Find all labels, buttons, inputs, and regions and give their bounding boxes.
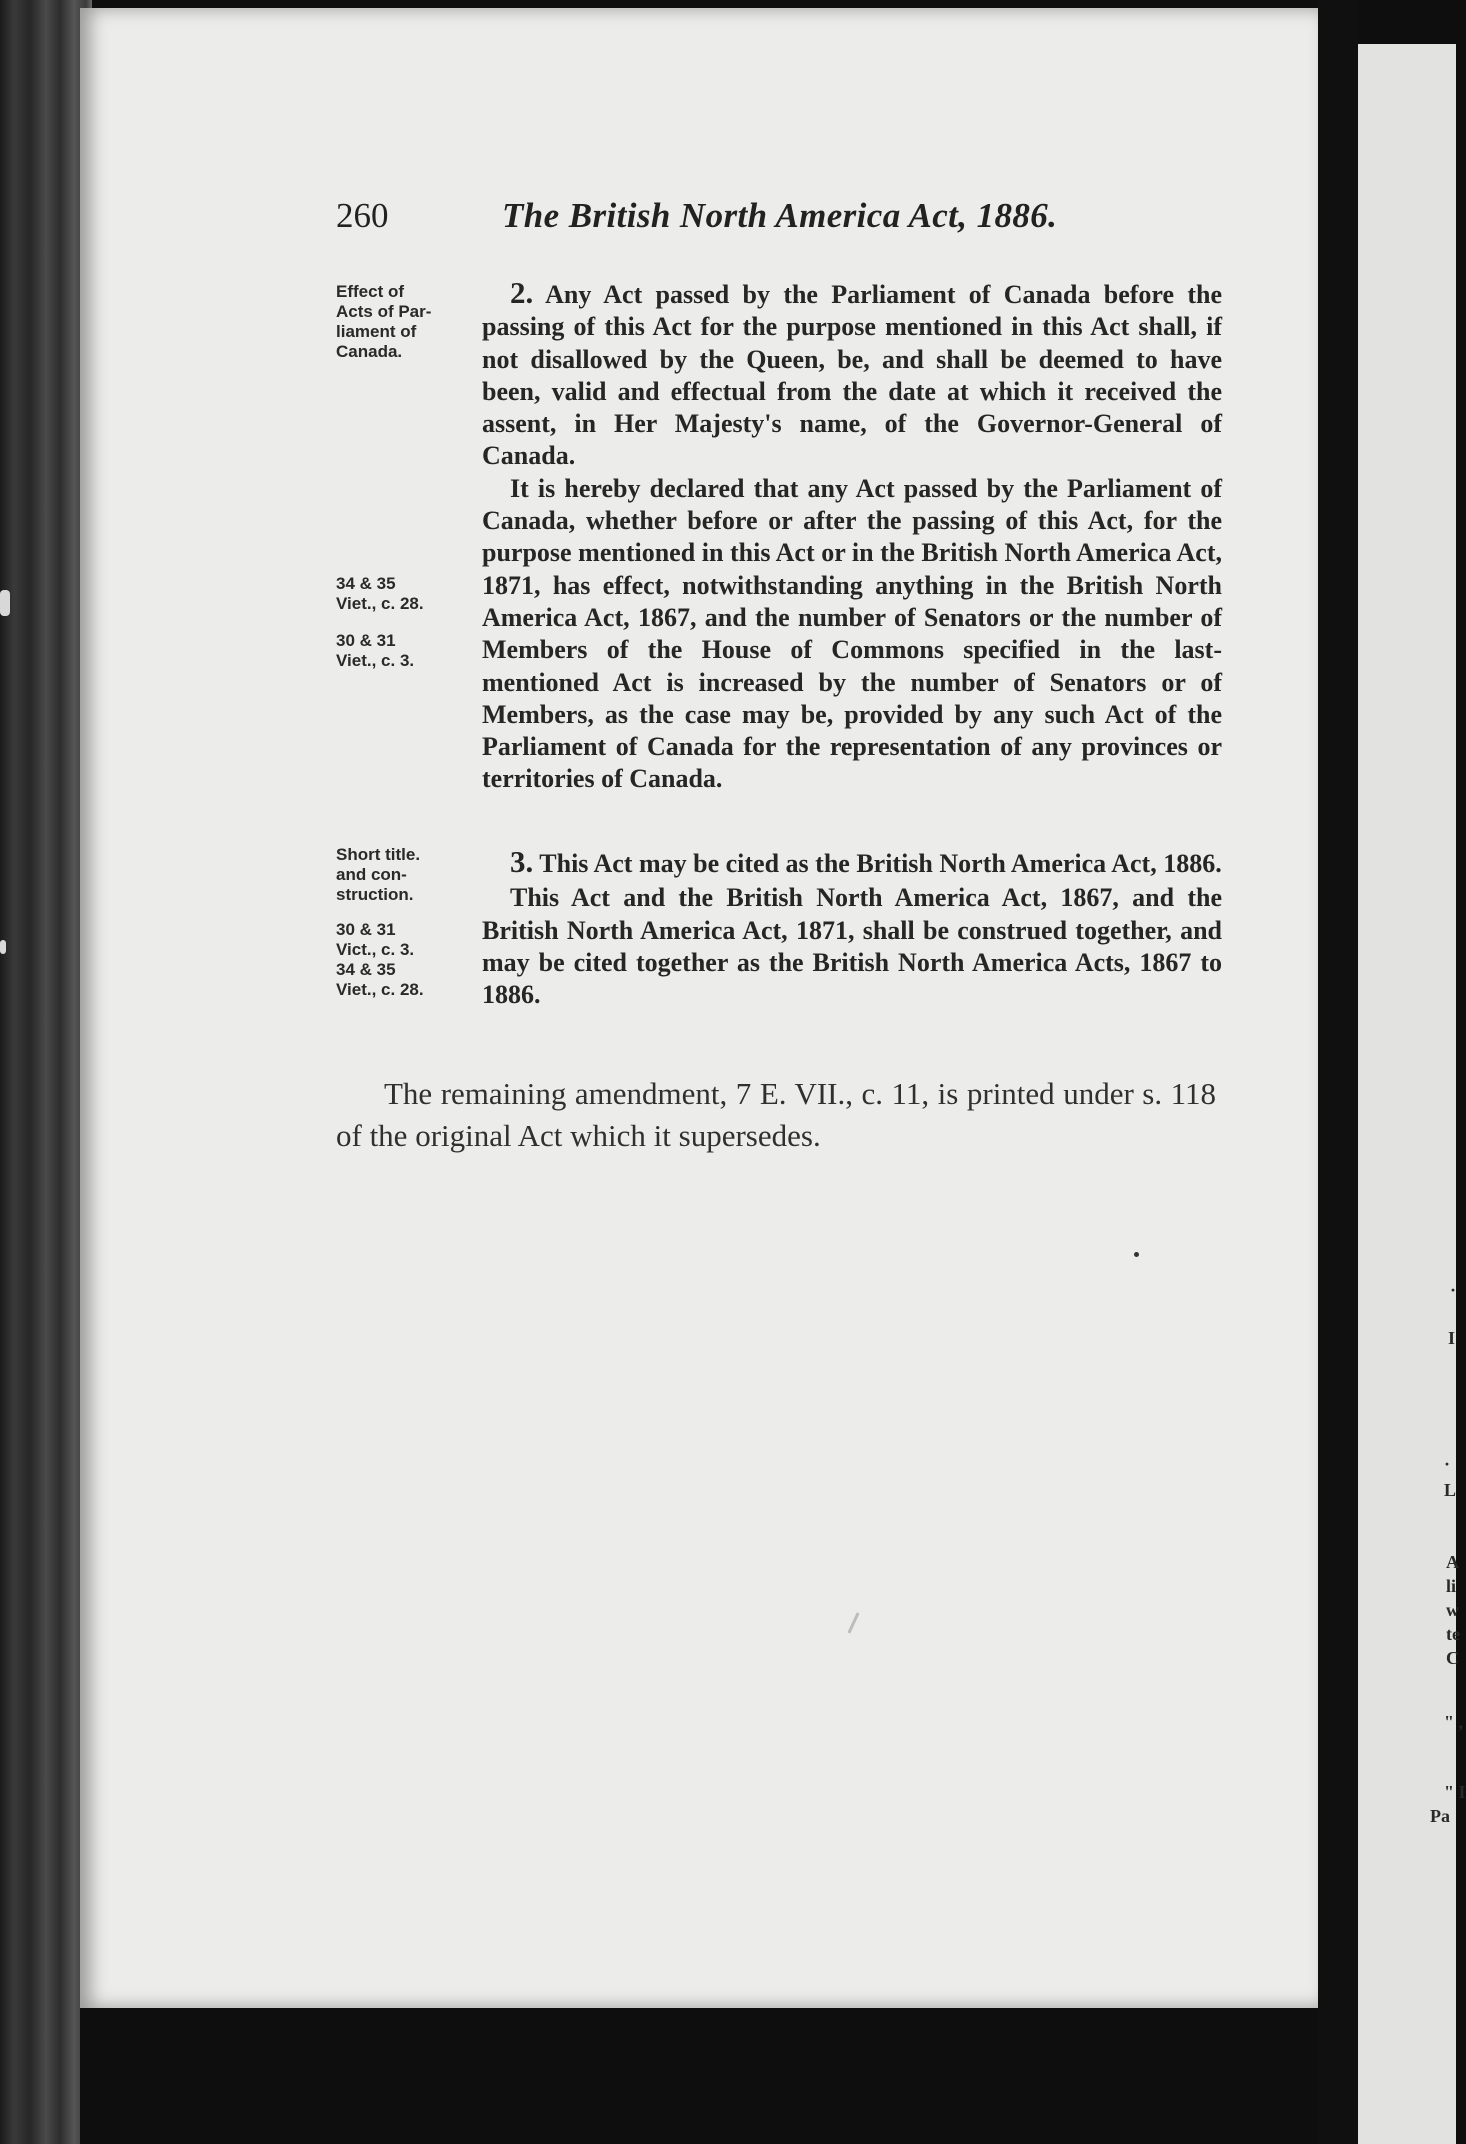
- page-title: The British North America Act, 1886.: [502, 196, 1058, 235]
- section-number: 3.: [510, 844, 534, 879]
- sidenote-statute-ref: 30 & 31 Viet., c. 3.: [336, 631, 415, 670]
- section-2-text: Any Act passed by the Parliament of Canada before the passing of this Act for the purpose mentioned in this Act shall, if not disallowed by the Queen, be, and shall be deemed to have been, valid and effectual from the date at which it received the assent, in Her Majesty's name, of the Governor-General of Canada.: [482, 280, 1222, 471]
- section-3-paragraph: [482, 846, 1222, 880]
- next-page-fragment: w: [1446, 1600, 1459, 1620]
- scan-bottom-edge: [80, 2008, 1318, 2144]
- section-2: [482, 277, 1222, 796]
- sidenote-statute-refs: 30 & 31 Vict., c. 3. 34 & 35 Viet., c. 28.: [336, 920, 424, 999]
- next-page-fragment: A: [1446, 1552, 1459, 1572]
- next-page-fragment: L: [1444, 1480, 1457, 1500]
- next-page-fragment: Pa: [1430, 1806, 1450, 1826]
- page-number: 260: [336, 196, 389, 235]
- next-page-fragment: C: [1446, 1648, 1459, 1668]
- sidenote-short-title: Short title. and con- struction.: [336, 845, 421, 904]
- speck: [1134, 1252, 1139, 1257]
- next-page-fragment: li: [1446, 1576, 1457, 1596]
- section-3-paragraph-2: This Act and the British North America Act, 1867, and the British North America Act, 1871, shall be construed together, and may be cited together as the British North America Acts, 1867 to 1886.: [482, 883, 1222, 1010]
- sidenote-effect: Effect of Acts of Par- liament of Canada.: [336, 282, 432, 361]
- next-page-edge: [1358, 44, 1466, 2144]
- closing-note: The remaining amendment, 7 E. VII., c. 11, is printed under s. 118 of the original Act which it supersedes.: [336, 1076, 1216, 1153]
- next-page-fragment: te: [1446, 1624, 1460, 1644]
- section-2-paragraph-2: It is hereby declared that any Act passed by the Parliament of Canada, whether before or after the passing of this Act, for the purpose mentioned in this Act or in the British North America Act, 1871, has effect, notwithstanding anything in the British North America Act, 1867, and the number of Senators or the number of Members of the House of Commons specified in the last-mentioned Act is increased by the number of Senators or of Members, as the case may be, provided by any such Act of the Parliament of Canada for the representation of any provinces or territories of Canada.: [482, 473, 1222, 794]
- next-page-fragment: " I: [1444, 1782, 1466, 1802]
- next-page-fragment: ·: [1444, 1454, 1451, 1474]
- next-page-fragment: ·: [1450, 1280, 1457, 1300]
- binding-fleck: [0, 590, 10, 616]
- book-binding-edge: [0, 0, 92, 2144]
- binding-fleck: [0, 940, 6, 954]
- next-page-fragment: " ,: [1444, 1712, 1463, 1732]
- section-number: 2.: [510, 275, 534, 310]
- next-page-fragment: I: [1448, 1328, 1456, 1348]
- section-2-paragraph: [482, 277, 1222, 473]
- sidenote-statute-ref: 34 & 35 Viet., c. 28.: [336, 574, 424, 613]
- section-3: [482, 846, 1222, 1011]
- page-gutter: [1318, 0, 1358, 2144]
- section-3-text: This Act may be cited as the British North America Act, 1886.: [539, 849, 1222, 878]
